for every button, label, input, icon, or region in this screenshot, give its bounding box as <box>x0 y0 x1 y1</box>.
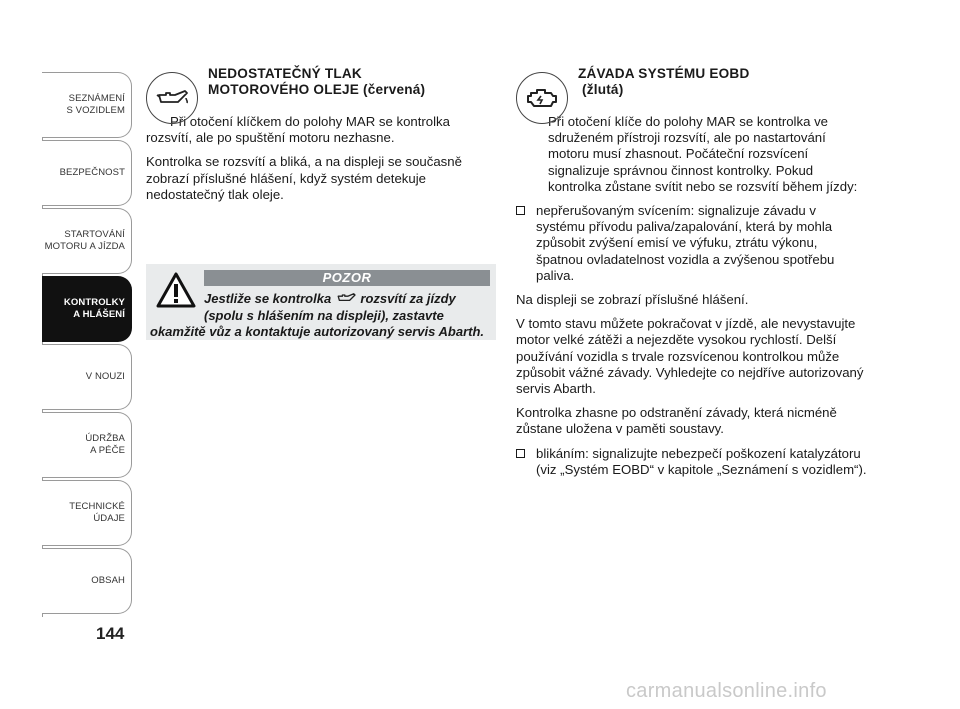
tab-label: STARTOVÁNÍ MOTORU A JÍZDA <box>44 229 125 252</box>
tab-kontrolky[interactable] <box>42 276 132 342</box>
oil-can-icon <box>146 72 198 124</box>
eobd-para-1 <box>516 114 868 195</box>
warning-text-part: okamžitě vůz a kontaktuje autorizovaný servis Abarth. <box>150 323 485 339</box>
checkbox-bullet-icon <box>516 449 525 458</box>
oil-pressure-header <box>146 66 498 122</box>
eobd-bullets-1 <box>516 203 868 284</box>
tab-obsah[interactable] <box>42 548 132 614</box>
warning-text-part: Jestliže se kontrolka <box>204 291 332 306</box>
tab-label: KONTROLKY A HLÁŠENÍ <box>63 297 125 320</box>
eobd-para-2: Na displeji se zobrazí příslušné hlášení. <box>516 292 749 308</box>
oil-can-icon <box>335 292 357 308</box>
tab-seznameni[interactable] <box>42 72 132 138</box>
tab-label: BEZPEČNOST <box>59 167 125 178</box>
eobd-para-4: Kontrolka zhasne po odstranění závady, která nicméně zůstane uložena v paměti soustavy. <box>516 405 837 437</box>
heading-line: MOTOROVÉHO OLEJE <box>208 81 359 97</box>
warning-text <box>150 291 490 340</box>
tab-label: OBSAH <box>91 575 125 586</box>
watermark: carmanualsonline.info <box>626 680 827 702</box>
warning-title: POZOR <box>204 270 490 286</box>
list-item <box>516 446 868 478</box>
eobd-para-3: V tomto stavu můžete pokračovat v jízdě, ale nevystavujte motor velké zátěži a nejezděte vysokou rychlostí. Delší používání vozidla s trvale rozsvícenou kontrolkou může způsobit vážné závady. Vyhledejte co nejdříve autorizovaný servis Abarth. <box>516 316 864 397</box>
eobd-heading <box>578 66 749 97</box>
heading-line: ZÁVADA SYSTÉMU EOBD <box>578 66 750 81</box>
oil-para-1: Při otočení klíčkem do polohy MAR se kontrolka rozsvítí, ale po spuštění motoru nezhasne. <box>146 114 450 146</box>
page-number: 144 <box>96 624 125 643</box>
warning-color: (žlutá) <box>582 81 624 97</box>
list-item <box>516 203 868 284</box>
engine-check-icon <box>516 72 568 124</box>
tab-v-nouzi[interactable] <box>42 344 132 410</box>
eobd-bullets-2 <box>516 446 868 478</box>
eobd-para-1-text: Při otočení klíče do polohy MAR se kontrolka ve sdruženém přístroji rozsvítí, ale po nastartování motoru musí zhasnout. Počáteční rozsvícení signalizuje správnou činnost kontrolky. Pokud kontrolka zůstane svítit nebo se rozsvítí během jízdy: <box>548 114 858 194</box>
oil-pressure-heading <box>208 66 425 97</box>
tab-udrzba[interactable] <box>42 412 132 478</box>
warning-text-part: (spolu s hlášením na displeji), zastavte <box>204 307 444 323</box>
warning-color: (červená) <box>362 81 426 97</box>
tab-label: TECHNICKÉ ÚDAJE <box>69 501 125 524</box>
list-item-text: nepřerušovaným svícením: signalizuje závadu v systému přívodu paliva/zapalování, která by mohla způsobit zvýšení emisí ve výfuku, ztrátu výkonu, špatnou ovladatelnost vozidla a zvýšenou spotřebu paliva. <box>536 203 835 283</box>
heading-line: NEDOSTATEČNÝ TLAK <box>208 66 362 81</box>
tab-label: SEZNÁMENÍ S VOZIDLEM <box>66 93 125 116</box>
tab-startovani[interactable] <box>42 208 132 274</box>
tab-bezpecnost[interactable] <box>42 140 132 206</box>
tab-technicke[interactable] <box>42 480 132 546</box>
oil-para-2: Kontrolka se rozsvítí a bliká, a na displeji se současně zobrazí příslušné hlášení, když systém detekuje nedostatečný tlak oleje. <box>146 154 462 202</box>
right-column <box>516 66 868 486</box>
warning-box <box>146 264 496 340</box>
checkbox-bullet-icon <box>516 206 525 215</box>
warning-text-part: rozsvítí za jízdy <box>360 291 456 306</box>
list-item-text: blikáním: signalizujte nebezpečí poškození katalyzátoru (viz „Systém EOBD“ v kapitole „Seznámení s vozidlem“). <box>536 445 867 477</box>
tab-label: V NOUZI <box>85 371 125 382</box>
left-column <box>146 66 498 211</box>
tab-label: ÚDRŽBA A PÉČE <box>85 433 125 456</box>
eobd-header <box>516 66 868 122</box>
